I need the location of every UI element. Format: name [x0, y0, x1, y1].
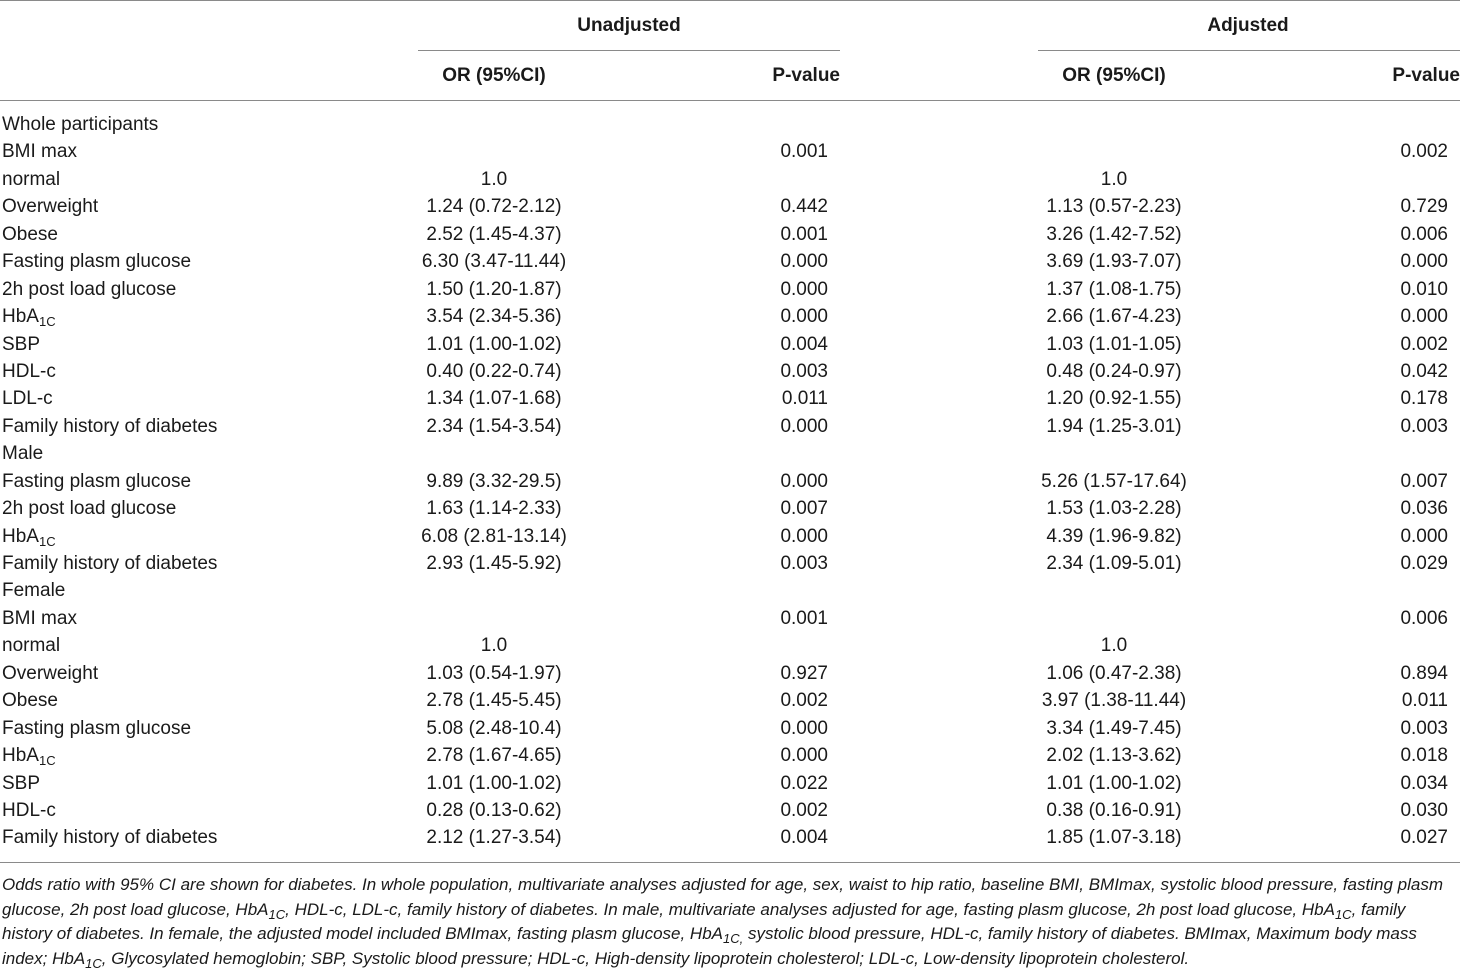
row-label: [2, 607, 77, 631]
adjusted-p-cell: 0.011: [1401, 690, 1448, 712]
row-label: [2, 826, 217, 850]
row-label: [2, 552, 217, 576]
unadjusted-or-cell: 1.01 (1.00-1.02): [426, 772, 562, 794]
unadjusted-p-cell: 0.002: [780, 799, 828, 821]
unadjusted-p-cell: 0.003: [780, 360, 828, 382]
unadjusted-p-cell: 0.004: [780, 827, 828, 849]
row-label-text: BMI max: [2, 141, 77, 163]
adjusted-or-cell: 1.01 (1.00-1.02): [1046, 772, 1182, 794]
header-bottom-rule: [0, 100, 1460, 101]
table-row: [0, 167, 1460, 194]
adjusted-or-cell: 2.34 (1.09-5.01): [1046, 553, 1182, 574]
adjusted-or-cell: 1.37 (1.08-1.75): [1046, 278, 1182, 300]
adjusted-or-header: OR (95%CI): [1062, 65, 1166, 86]
row-label: [2, 223, 58, 247]
row-label: [2, 195, 98, 219]
footnote-subscript: 1C: [268, 906, 286, 922]
unadjusted-or-cell: 1.01 (1.00-1.02): [426, 333, 562, 355]
adjusted-or-cell: 1.85 (1.07-3.18): [1046, 827, 1182, 849]
row-label-text: Family history of diabetes: [2, 553, 218, 574]
adjusted-p-cell: 0.018: [1400, 745, 1448, 767]
footnote-part: , HDL-c, LDL-c, family history of diabetes. In male, multivariate analyses adjusted for age, fasting plasm glucose, 2h post load glucose, HbA: [285, 899, 1335, 919]
table-body: [0, 112, 1460, 853]
unadjusted-p-cell: 0.000: [780, 525, 828, 547]
unadjusted-p-cell: 0.000: [780, 745, 828, 767]
adjusted-p-cell: 0.029: [1400, 553, 1448, 574]
table-row: [0, 743, 1460, 770]
table-row: [0, 578, 1460, 605]
row-label: [2, 579, 65, 603]
unadjusted-or-cell: 1.34 (1.07-1.68): [426, 388, 562, 410]
unadjusted-p-cell: 0.000: [780, 470, 828, 492]
unadjusted-heading: Unadjusted: [577, 15, 681, 36]
adjusted-or-cell: 1.0: [1100, 168, 1128, 190]
row-label: [2, 744, 56, 768]
unadjusted-or-cell: 1.0: [480, 168, 508, 190]
row-label: [2, 250, 191, 274]
unadjusted-or-cell: 2.12 (1.27-3.54): [426, 827, 562, 849]
row-label: [2, 168, 60, 192]
row-label: [2, 305, 56, 329]
adjusted-or-cell: 0.48 (0.24-0.97): [1046, 360, 1182, 382]
table-bottom-rule: [0, 862, 1460, 863]
footnote-subscript: 1C: [1334, 906, 1352, 922]
unadjusted-p-cell: 0.927: [780, 662, 828, 684]
adjusted-or-cell: 1.53 (1.03-2.28): [1046, 498, 1182, 520]
adjusted-p-cell: 0.006: [1400, 607, 1448, 629]
adjusted-p-cell: 0.006: [1400, 223, 1448, 245]
table-row: [0, 112, 1460, 139]
table-row: [0, 798, 1460, 825]
table-row: [0, 606, 1460, 633]
row-label-text: HDL-c: [2, 360, 56, 382]
row-label: [2, 497, 176, 521]
table-row: [0, 249, 1460, 276]
unadjusted-or-header: OR (95%CI): [442, 65, 546, 86]
row-label-text: Fasting plasm glucose: [2, 717, 192, 739]
table-row: [0, 139, 1460, 166]
adjusted-or-cell: 0.38 (0.16-0.91): [1046, 799, 1182, 821]
row-label-text: Whole participants: [2, 114, 159, 135]
footnote-part: , family history of diabetes. In female, the adjusted model included BMImax, fasting plasm glucose, HbA: [2, 899, 1406, 943]
table-row: [0, 441, 1460, 468]
adjusted-p-cell: 0.010: [1400, 278, 1448, 300]
unadjusted-or-cell: 2.93 (1.45-5.92): [426, 553, 562, 574]
unadjusted-or-cell: 0.28 (0.13-0.62): [426, 799, 562, 821]
adjusted-or-cell: 5.26 (1.57-17.64): [1041, 470, 1187, 492]
adjusted-or-cell: 4.39 (1.96-9.82): [1046, 525, 1182, 547]
adjusted-p-cell: 0.894: [1400, 662, 1448, 684]
adjusted-or-cell: 3.26 (1.42-7.52): [1046, 223, 1182, 245]
unadjusted-p-cell: 0.000: [780, 251, 828, 273]
unadjusted-p-cell: 0.022: [780, 772, 828, 794]
table-header: [0, 0, 1460, 102]
unadjusted-underline: [418, 50, 840, 51]
unadjusted-p-cell: 0.001: [780, 141, 828, 163]
unadjusted-p-cell: 0.011: [781, 388, 828, 410]
table-row: [0, 304, 1460, 331]
adjusted-p-cell: 0.178: [1400, 388, 1448, 410]
table-row: [0, 414, 1460, 441]
footnote-subscript: 1C,: [723, 931, 744, 946]
row-label-text: HDL-c: [2, 799, 56, 821]
table-row: [0, 633, 1460, 660]
row-label: [2, 387, 53, 411]
unadjusted-p-cell: 0.002: [780, 690, 828, 712]
table-row: [0, 688, 1460, 715]
adjusted-or-cell: 2.02 (1.13-3.62): [1046, 745, 1182, 767]
table-footnote: [2, 873, 1458, 971]
unadjusted-or-cell: 2.34 (1.54-3.54): [426, 415, 562, 437]
unadjusted-p-cell: 0.000: [780, 415, 828, 437]
table-row: [0, 661, 1460, 688]
adjusted-p-cell: 0.000: [1400, 251, 1448, 273]
adjusted-p-cell: 0.003: [1400, 717, 1448, 739]
row-label-text: SBP: [2, 333, 41, 355]
unadjusted-or-cell: 1.50 (1.20-1.87): [426, 278, 562, 300]
row-label-text: BMI max: [2, 607, 77, 629]
row-label-text: HbA: [2, 745, 39, 767]
footnote-subscript: 1C: [85, 955, 102, 971]
adjusted-or-cell: 3.69 (1.93-7.07): [1046, 251, 1182, 273]
unadjusted-or-cell: 0.40 (0.22-0.74): [426, 360, 562, 382]
row-label: [2, 717, 191, 741]
unadjusted-or-cell: 1.0: [480, 635, 508, 657]
adjusted-or-cell: 1.06 (0.47-2.38): [1046, 662, 1182, 684]
unadjusted-p-cell: 0.000: [780, 717, 828, 739]
row-label: [2, 470, 191, 494]
row-label-text: Overweight: [2, 662, 99, 684]
unadjusted-or-cell: 1.63 (1.14-2.33): [426, 498, 562, 520]
table-row: [0, 222, 1460, 249]
row-label: [2, 140, 77, 164]
row-label-text: normal: [2, 635, 61, 657]
row-label-text: Fasting plasm glucose: [2, 251, 192, 273]
unadjusted-p-cell: 0.442: [780, 196, 828, 218]
footnote-part: , Glycosylated hemoglobin; SBP, Systolic blood pressure; HDL-c, High-density lipoprotein cholesterol; LDL-c, Low-density lipoprotein cholesterol.: [101, 948, 1190, 968]
adjusted-p-cell: 0.000: [1400, 306, 1448, 328]
table-row: [0, 716, 1460, 743]
table-row: [0, 469, 1460, 496]
adjusted-p-cell: 0.007: [1400, 470, 1448, 492]
unadjusted-p-cell: 0.007: [780, 498, 828, 520]
adjusted-p-cell: 0.002: [1400, 141, 1448, 163]
unadjusted-p-header: P-value: [772, 65, 840, 86]
row-label: [2, 333, 40, 357]
table-row: [0, 386, 1460, 413]
row-label: [2, 799, 56, 823]
row-label-text: Family history of diabetes: [2, 827, 218, 849]
unadjusted-or-cell: 2.52 (1.45-4.37): [426, 223, 562, 245]
adjusted-p-cell: 0.034: [1400, 772, 1448, 794]
adjusted-or-cell: 1.03 (1.01-1.05): [1046, 333, 1182, 355]
unadjusted-p-cell: 0.000: [780, 278, 828, 300]
unadjusted-p-cell: 0.004: [780, 333, 828, 355]
adjusted-p-cell: 0.030: [1400, 799, 1448, 821]
row-label: [2, 662, 98, 686]
row-label-text: Overweight: [2, 196, 99, 218]
adjusted-p-cell: 0.002: [1400, 333, 1448, 355]
row-label: [2, 525, 56, 549]
row-label-text: HbA: [2, 306, 39, 328]
table-row: [0, 496, 1460, 523]
footnote-part: Odds ratio with 95% CI are shown for diabetes. In whole population, multivariate analyses adjusted for age, sex, waist to hip ratio, baseline BMI, BMImax, systolic blood pressure, fasting plasm glucose, 2h post load glucose, HbA: [2, 875, 1443, 919]
top-rule: [0, 0, 1460, 1]
row-label: [2, 278, 176, 302]
adjusted-heading: Adjusted: [1207, 15, 1289, 36]
unadjusted-or-cell: 5.08 (2.48-10.4): [426, 717, 562, 739]
unadjusted-or-cell: 3.54 (2.34-5.36): [426, 306, 562, 328]
adjusted-or-cell: 1.20 (0.92-1.55): [1046, 388, 1182, 410]
row-label-text: Obese: [2, 690, 58, 712]
row-label-text: Fasting plasm glucose: [2, 470, 192, 492]
row-label-text: Obese: [2, 223, 58, 245]
unadjusted-or-cell: 9.89 (3.32-29.5): [426, 470, 562, 492]
adjusted-or-cell: 1.0: [1100, 635, 1128, 657]
adjusted-p-cell: 0.003: [1400, 415, 1448, 437]
unadjusted-or-cell: 6.30 (3.47-11.44): [421, 251, 567, 273]
table-row: [0, 359, 1460, 386]
adjusted-or-cell: 2.66 (1.67-4.23): [1046, 306, 1182, 328]
adjusted-or-cell: 1.13 (0.57-2.23): [1046, 196, 1182, 218]
row-label-text: 2h post load glucose: [2, 278, 177, 300]
table-row: [0, 551, 1460, 578]
unadjusted-or-cell: 1.03 (0.54-1.97): [426, 662, 562, 684]
footnote-part: systolic blood pressure, HDL-c, family history of diabetes. BMImax, Maximum body mass index; HbA: [2, 924, 1417, 968]
row-label-text: Female: [2, 580, 66, 602]
table-row: [0, 524, 1460, 551]
unadjusted-p-cell: 0.001: [780, 223, 828, 245]
unadjusted-p-cell: 0.001: [780, 607, 828, 629]
adjusted-p-cell: 0.036: [1400, 498, 1448, 520]
adjusted-or-cell: 3.97 (1.38-11.44): [1041, 690, 1187, 712]
row-label-text: normal: [2, 168, 61, 190]
row-label-subscript: 1C: [38, 533, 56, 549]
table-row: [0, 825, 1460, 852]
unadjusted-or-cell: 2.78 (1.45-5.45): [426, 690, 562, 712]
table-row: [0, 771, 1460, 798]
adjusted-or-cell: 3.34 (1.49-7.45): [1046, 717, 1182, 739]
unadjusted-p-cell: 0.000: [780, 306, 828, 328]
adjusted-p-cell: 0.000: [1400, 525, 1448, 547]
row-label: [2, 442, 43, 466]
row-label-text: SBP: [2, 772, 41, 794]
adjusted-p-cell: 0.042: [1400, 360, 1448, 382]
row-label-text: Male: [2, 443, 44, 465]
row-label: [2, 634, 60, 658]
unadjusted-or-cell: 1.24 (0.72-2.12): [426, 196, 562, 218]
unadjusted-or-cell: 2.78 (1.67-4.65): [426, 745, 562, 767]
row-label: [2, 415, 217, 439]
row-label-subscript: 1C: [38, 314, 56, 330]
table-row: [0, 277, 1460, 304]
row-label-text: HbA: [2, 525, 39, 547]
row-label-text: LDL-c: [2, 388, 53, 410]
table-row: [0, 194, 1460, 221]
adjusted-p-cell: 0.729: [1400, 196, 1448, 218]
adjusted-underline: [1038, 50, 1460, 51]
adjusted-or-cell: 1.94 (1.25-3.01): [1046, 415, 1182, 437]
row-label: [2, 689, 58, 713]
row-label: [2, 360, 56, 384]
table-row: [0, 332, 1460, 359]
row-label-text: Family history of diabetes: [2, 415, 218, 437]
adjusted-p-header: P-value: [1392, 65, 1460, 86]
row-label-text: 2h post load glucose: [2, 498, 177, 520]
unadjusted-or-cell: 6.08 (2.81-13.14): [421, 525, 567, 547]
unadjusted-p-cell: 0.003: [780, 553, 828, 574]
row-label: [2, 772, 40, 796]
adjusted-p-cell: 0.027: [1400, 827, 1448, 849]
row-label: [2, 113, 158, 137]
row-label-subscript: 1C: [38, 753, 56, 769]
